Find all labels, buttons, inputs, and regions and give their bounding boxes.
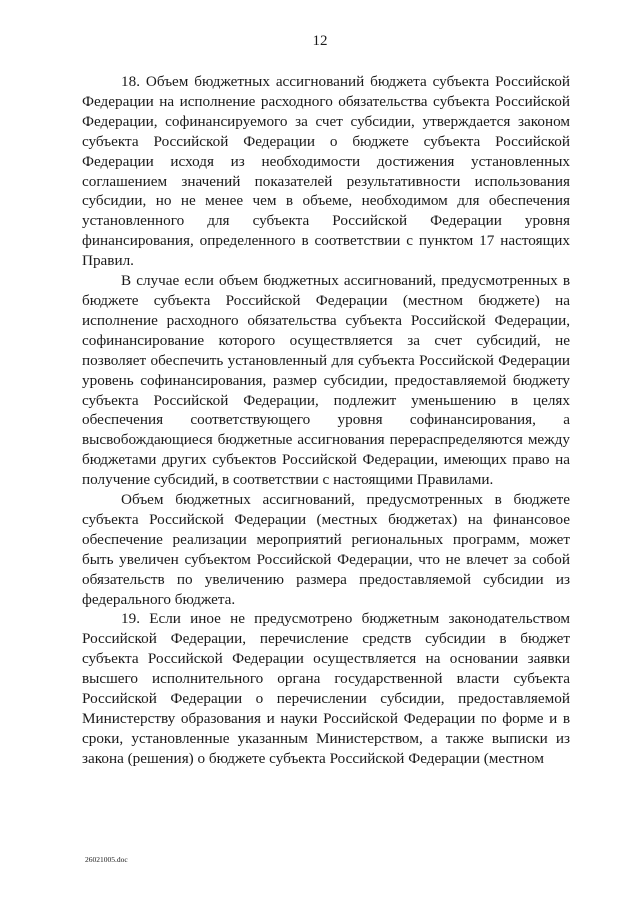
paragraph-18: 18. Объем бюджетных ассигнований бюджета субъекта Российской Федерации на исполнение расходного обязательства субъекта Российской Федерации, софинансируемого за счет субсидии, утверждается законом субъекта Российской Федерации о бюджете субъекта Российской Федерации исходя из необходимости достижения установленных соглашением значений показателей результативности использования субсидии, но не менее чем в объеме, необходимом для обеспечения установленного для субъекта Российской Федерации уровня финансирования, определенного в соответствии с пунктом 17 настоящих Правил. xyxy=(82,73,570,270)
paragraph-19: 19. Если иное не предусмотрено бюджетным законодательством Российской Федерации, перечисление средств субсидии в бюджет субъекта Российской Федерации осуществляется на основании заявки высшего исполнительного органа государственной власти субъекта Российской Федерации о перечислении субсидии, предоставляемой Министерству образования и науки Российской Федерации по форме и в сроки, установленные указанным Министерством, а также выписки из закона (решения) о бюджете субъекта Российской Федерации (местном xyxy=(82,610,570,767)
paragraph-reduction-rule: В случае если объем бюджетных ассигнований, предусмотренных в бюджете субъекта Российской Федерации (местном бюджете) на исполнение расходного обязательства субъекта Российской Федерации, софинансирование которого осуществляется за счет субсидий, не позволяет обеспечить установленный для субъекта Российской Федерации уровень софинансирования, размер субсидии, предоставляемой бюджету субъекта Российской Федерации, подлежит уменьшению в целях обеспечения соответствующего уровня софинансирования, а высвобождающиеся бюджетные ассигнования перераспределяются между бюджетами других субъектов Российской Федерации, имеющих право на получение субсидий, в соответствии с настоящими Правилами. xyxy=(82,272,570,489)
document-body xyxy=(82,72,570,769)
page-number: 12 xyxy=(312,33,328,49)
paragraph-increase-rule: Объем бюджетных ассигнований, предусмотренных в бюджете субъекта Российской Федерации (местных бюджетах) на финансовое обеспечение реализации мероприятий региональных программ, может быть увеличен субъектом Российской Федерации, что не влечет за собой обязательств по увеличению размера предоставляемой субсидии из федерального бюджета. xyxy=(82,491,570,608)
footer-filename: 26021005.doc xyxy=(85,855,128,864)
